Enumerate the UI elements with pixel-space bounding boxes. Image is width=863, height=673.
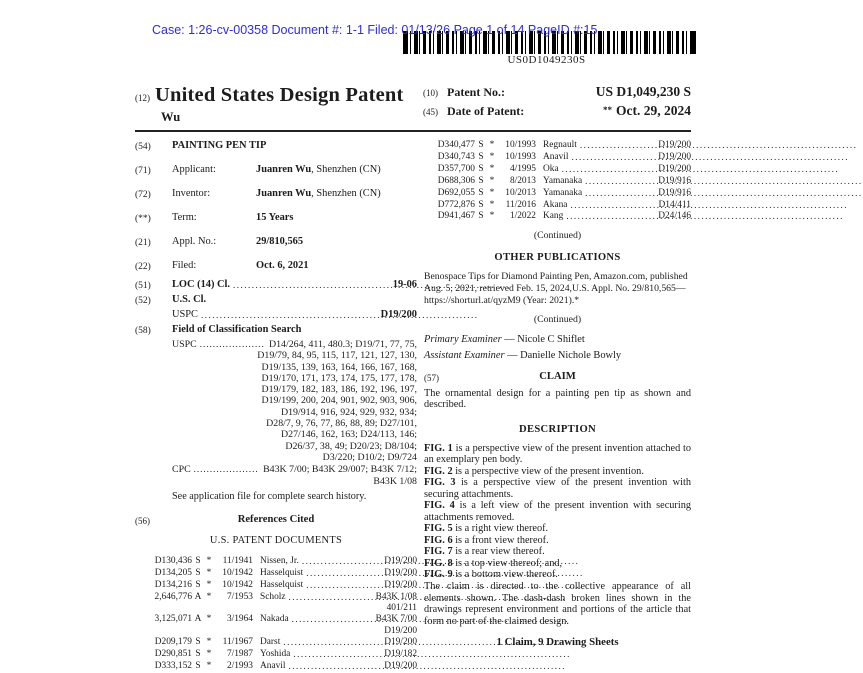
- uspc-continuation-lines: [172, 350, 417, 463]
- uspc-class-line: D19/79, 84, 95, 115, 117, 121, 127, 130,: [257, 350, 417, 362]
- patent-citation-row: [145, 649, 417, 661]
- appl-no-row: [135, 236, 417, 249]
- patent-citation-row: [145, 614, 417, 637]
- inventor-surname: Wu: [161, 110, 181, 124]
- uspc-class-line: D19/914, 916, 924, 929, 932, 934;: [280, 406, 417, 418]
- uspc-class-line: D26/37, 38, 49; D20/23; D8/104;: [285, 440, 417, 452]
- dotted-leader: [200, 339, 234, 350]
- kind-code: S: [195, 567, 201, 578]
- us-cl-label: U.S. Cl.: [172, 294, 207, 305]
- figure-description-line: [424, 546, 691, 558]
- dotted-leader: [566, 211, 655, 223]
- us-patents-table-right: [428, 140, 691, 223]
- kind-code: S: [195, 649, 201, 660]
- inventor-label: Inventor:: [172, 188, 211, 199]
- indent-spacer: [135, 309, 172, 322]
- cited-inventor-name: Oka: [543, 163, 559, 174]
- cited-patent-number: D772,876: [437, 199, 475, 210]
- inid-22: (22): [135, 262, 151, 272]
- kind-code: S: [195, 661, 201, 672]
- examiner-cited-marker: *: [206, 637, 212, 648]
- inid-51: (51): [135, 281, 151, 291]
- citation-date: 7/1987: [226, 649, 253, 660]
- citation-class: D19/200: [384, 567, 417, 578]
- dotted-leader: [289, 661, 382, 673]
- filed-row: [135, 260, 417, 273]
- patent-citation-row: [428, 211, 691, 223]
- us-patent-documents-title: U.S. PATENT DOCUMENTS: [209, 534, 343, 546]
- loc-label: LOC (14) Cl.: [172, 279, 231, 290]
- figure-label: FIG. 8: [424, 557, 453, 569]
- citation-class-continuation: D19/200: [384, 626, 417, 637]
- citation-date: 10/1993: [505, 151, 536, 162]
- cited-inventor-name: Kang: [543, 211, 564, 222]
- applicant-label: Applicant:: [172, 164, 216, 175]
- citation-date: 7/1953: [226, 591, 253, 602]
- masthead-divider: [135, 130, 691, 132]
- examiner-cited-marker: *: [206, 555, 212, 566]
- cited-patent-number: D290,851: [154, 649, 192, 660]
- kind-code: A: [194, 614, 202, 625]
- citation-date: 1/2022: [509, 211, 536, 222]
- search-history-note: See application file for complete search history.: [172, 490, 367, 502]
- uspc-class-line: D28/7, 9, 76, 77, 86, 88, 89; D27/101,: [266, 418, 417, 430]
- barcode-number: US0D1049230S: [507, 54, 586, 66]
- assistant-examiner-name: — Danielle Nichole Bowly: [507, 349, 622, 361]
- continued-marker: (Continued): [533, 230, 582, 242]
- references-cited-title: References Cited: [237, 513, 315, 525]
- figure-label: FIG. 5: [424, 523, 453, 535]
- citation-class: D19/200: [658, 163, 691, 174]
- figure-text: is a top view thereof; and,: [455, 557, 563, 569]
- description-title: DESCRIPTION: [519, 423, 596, 435]
- figure-label: FIG. 2: [424, 465, 453, 477]
- dotted-leader: [306, 568, 381, 580]
- figure-label: FIG. 3: [424, 477, 456, 489]
- field-search-label: Field of Classification Search: [172, 324, 302, 335]
- cited-inventor-name: Regnault: [543, 140, 577, 150]
- inid-58: (58): [135, 326, 151, 336]
- assistant-examiner-line: [424, 349, 691, 362]
- document-title: United States Design Patent: [155, 84, 404, 106]
- inid-54: (54): [135, 142, 151, 152]
- patent-citation-row: [145, 592, 417, 615]
- kind-code: S: [478, 151, 484, 162]
- masthead-right: [423, 84, 691, 125]
- kind-code: S: [195, 579, 201, 590]
- examiner-cited-marker: *: [489, 140, 495, 150]
- patent-citation-row: [145, 556, 417, 568]
- masthead: [135, 84, 691, 125]
- uspc-class-line: D19/170, 171, 173, 174, 175, 177, 178,: [261, 372, 417, 384]
- inid-21: (21): [135, 238, 151, 248]
- inid-45: (45): [423, 107, 438, 117]
- citation-class: D19/182: [384, 649, 417, 660]
- cited-inventor-name: Nissen, Jr.: [260, 555, 299, 566]
- citation-class: D19/200: [384, 579, 417, 590]
- kind-code: S: [478, 163, 484, 174]
- cited-patent-number: D688,306: [437, 175, 475, 186]
- cited-patent-number: 3,125,071: [154, 614, 192, 625]
- inid-57: (57): [424, 372, 439, 383]
- cpc-line: [172, 464, 417, 475]
- masthead-left: [135, 84, 404, 125]
- cited-inventor-name: Yoshida: [260, 649, 291, 660]
- uspc-label: USPC: [172, 309, 198, 320]
- cited-inventor-name: Anavil: [260, 661, 286, 672]
- patent-citation-row: [428, 152, 691, 164]
- cited-patent-number: D209,179: [154, 637, 192, 648]
- other-publications-body: [424, 271, 691, 306]
- dotted-leader: [292, 614, 373, 626]
- inventor-name: Juanren Wu: [256, 188, 312, 199]
- applicant-location: , Shenzhen (CN): [311, 164, 381, 175]
- inid-12: (12): [135, 93, 150, 103]
- figure-text: is a bottom view thereof.: [455, 569, 558, 581]
- citation-class: D19/916: [658, 175, 691, 186]
- us-cl-row: [135, 294, 417, 307]
- cited-inventor-name: Scholz: [260, 591, 286, 602]
- figure-text: is a right view thereof.: [455, 523, 549, 535]
- cited-patent-number: D692,055: [437, 187, 475, 198]
- kind-code: S: [478, 199, 484, 210]
- inid-56: (56): [135, 515, 150, 526]
- cited-patent-number: 2,646,776: [154, 591, 192, 602]
- patent-number-value: US D1,049,230 S: [595, 84, 691, 99]
- appl-no-label: Appl. No.:: [172, 236, 217, 247]
- figure-label: FIG. 6: [424, 534, 453, 546]
- citation-date: 11/2016: [505, 199, 536, 210]
- cpc-classes: B43K 7/00; B43K 29/007; B43K 7/12;: [263, 464, 417, 476]
- cpc-label: CPC: [172, 464, 191, 476]
- uspc-class-line: D27/146, 162, 163; D24/113, 146;: [281, 429, 417, 441]
- uspc-class-line: D3/220; D10/2; D9/724: [322, 451, 417, 463]
- examiner-cited-marker: *: [489, 151, 495, 162]
- dotted-leader: [570, 200, 655, 212]
- dotted-leader: [289, 592, 373, 604]
- claim-title: CLAIM: [539, 370, 576, 382]
- claims-sheets-summary: 1 Claim, 9 Drawing Sheets: [496, 636, 619, 649]
- date-of-patent-value: [603, 103, 691, 119]
- term-label: Term:: [172, 212, 197, 223]
- applicant-row: [135, 164, 417, 177]
- figure-label: FIG. 4: [424, 500, 455, 512]
- figure-description-line: [424, 466, 691, 478]
- citation-date: 10/1993: [505, 140, 536, 150]
- citation-class: D19/200: [658, 140, 691, 150]
- publication-line: https://shorturl.at/qyzM9 (Year: 2021).*: [424, 294, 580, 306]
- patent-citation-row: [145, 661, 417, 673]
- assistant-examiner-label: Assistant Examiner: [424, 349, 505, 361]
- citation-class-continuation: 401/211: [386, 603, 417, 614]
- filed-value: Oct. 6, 2021: [256, 260, 309, 271]
- citation-date: 10/1942: [222, 579, 253, 590]
- patent-citation-row: [145, 580, 417, 592]
- cited-inventor-name: Anavil: [543, 151, 569, 162]
- cited-inventor-name: Yamanaka: [543, 175, 583, 186]
- kind-code: S: [478, 175, 484, 186]
- filed-label: Filed:: [172, 260, 197, 271]
- citation-date: 10/2013: [505, 187, 536, 198]
- cited-inventor-name: Hasselquist: [260, 567, 304, 578]
- continued-marker: (Continued): [533, 313, 582, 325]
- citation-class: D19/200: [384, 637, 417, 648]
- patent-citation-row: [428, 176, 691, 188]
- patent-citation-row: [145, 637, 417, 649]
- dotted-leader: [302, 556, 381, 568]
- inventor-location: , Shenzhen (CN): [311, 188, 381, 199]
- examiner-cited-marker: *: [206, 579, 212, 590]
- examiner-cited-marker: *: [489, 187, 495, 198]
- primary-examiner-line: [424, 333, 691, 346]
- inid-10: (10): [423, 88, 438, 98]
- publication-line: Aug. 5, 2021, retrieved Feb. 15, 2024,U.S. Appl. No. 29/810,565—: [424, 283, 686, 295]
- citation-date: 11/1941: [222, 555, 253, 566]
- dotted-leader: [562, 164, 656, 176]
- patent-citation-row: [145, 568, 417, 580]
- uspc-first-line: [172, 339, 417, 350]
- cpc-continuation: B43K 1/08: [373, 475, 417, 487]
- court-case-stamp: Case: 1:26-cv-00358 Document #: 1-1 Filed: 01/13/26 Page 1 of 14 PageID #:15: [152, 23, 598, 37]
- patent-citation-row: [428, 164, 691, 176]
- patent-citation-row: [428, 200, 691, 212]
- kind-code: S: [478, 211, 484, 222]
- inid-term: (**): [135, 214, 151, 224]
- examiner-cited-marker: *: [206, 567, 212, 578]
- double-asterisk-marker: **: [603, 105, 612, 115]
- citation-class: D19/200: [384, 555, 417, 566]
- citation-class: D19/200: [658, 151, 691, 162]
- dotted-leader: [580, 140, 655, 152]
- uspc-search-list: [172, 339, 417, 487]
- inid-52: (52): [135, 296, 151, 306]
- cited-inventor-name: Darst: [260, 637, 281, 648]
- figure-text: is a front view thereof.: [455, 534, 549, 546]
- loc-class-row: [135, 279, 417, 292]
- dotted-leader: [201, 309, 378, 322]
- citation-date: 4/1995: [509, 163, 536, 174]
- citation-date: 2/1993: [226, 661, 253, 672]
- cited-patent-number: D134,216: [154, 579, 192, 590]
- figure-description-line: [424, 535, 691, 547]
- uspc-label: USPC: [172, 339, 197, 350]
- us-patents-table-left: [145, 556, 417, 673]
- figure-description-line: [424, 443, 691, 466]
- primary-examiner-name: — Nicole C Shiflet: [504, 333, 585, 345]
- citation-class: B43K 1/08: [375, 591, 417, 602]
- citation-date: 11/1967: [222, 637, 253, 648]
- dotted-leader: [572, 152, 656, 164]
- figure-descriptions: [424, 443, 691, 581]
- cited-patent-number: D340,743: [437, 151, 475, 162]
- uspc-value: D19/200: [380, 309, 417, 320]
- cited-patent-number: D357,700: [437, 163, 475, 174]
- patent-no-label: Patent No.:: [447, 85, 505, 99]
- dotted-leader: [306, 580, 381, 592]
- loc-value: 19-06: [392, 279, 417, 290]
- figure-label: FIG. 7: [424, 546, 453, 558]
- dotted-leader: [283, 637, 381, 649]
- figure-text: is a left view of the present invention with securing attachments removed.: [424, 500, 692, 523]
- citation-date: 3/1964: [226, 614, 253, 625]
- cited-patent-number: D340,477: [437, 140, 475, 150]
- kind-code: S: [195, 637, 201, 648]
- citation-date: 8/2013: [509, 175, 536, 186]
- dotted-leader: [293, 649, 381, 661]
- figure-text: is a perspective view of the present invention attached to an exemplary pen body.: [424, 442, 691, 466]
- patent-citation-row: [428, 188, 691, 200]
- figure-description-line: [424, 500, 691, 523]
- invention-title-row: [135, 140, 417, 153]
- examiner-cited-marker: *: [489, 175, 495, 186]
- dotted-leader: [233, 279, 390, 292]
- dotted-leader: [585, 188, 655, 200]
- inid-71: (71): [135, 166, 151, 176]
- kind-code: S: [195, 555, 201, 566]
- cited-inventor-name: Yamanaka: [543, 187, 583, 198]
- uspc-class-line: D19/135, 139, 163, 164, 166, 167, 168,: [261, 361, 417, 373]
- field-search-row: [135, 324, 417, 337]
- examiner-cited-marker: *: [489, 211, 495, 222]
- citation-class: D24/146: [658, 211, 691, 222]
- examiner-cited-marker: *: [206, 591, 212, 602]
- figure-label: FIG. 9: [424, 569, 453, 581]
- citation-class: D14/411: [658, 199, 691, 210]
- uspc-classes: D14/264, 411, 480.3; D19/71, 77, 75,: [268, 339, 417, 350]
- figure-label: FIG. 1: [424, 442, 453, 454]
- cited-patent-number: D134,205: [154, 567, 192, 578]
- uspc-row: [135, 309, 417, 322]
- examiner-cited-marker: *: [489, 199, 495, 210]
- kind-code: S: [478, 187, 484, 198]
- patent-date: Oct. 29, 2024: [616, 103, 691, 118]
- applicant-name: Juanren Wu: [256, 164, 312, 175]
- left-column: [135, 140, 417, 673]
- cited-patent-number: D333,152: [154, 661, 192, 672]
- publication-line: Benospace Tips for Diamond Painting Pen, Amazon.com, published: [424, 271, 688, 283]
- figure-text: is a rear view thereof.: [455, 546, 545, 558]
- dotted-leader: [194, 464, 228, 475]
- uspc-class-line: D19/179, 182, 183, 186, 192, 196, 197,: [261, 384, 417, 396]
- applicant-value: [256, 164, 417, 177]
- cited-inventor-name: Nakada: [260, 614, 289, 625]
- other-publications-title: OTHER PUBLICATIONS: [494, 252, 621, 264]
- examiner-cited-marker: *: [206, 614, 212, 625]
- cited-patent-number: D941,467: [437, 211, 475, 222]
- figure-text: is a perspective view of the present invention.: [455, 465, 644, 477]
- cited-inventor-name: Hasselquist: [260, 579, 304, 590]
- figure-description-line: [424, 558, 691, 570]
- figure-description-line: [424, 477, 691, 500]
- patent-citation-row: [428, 140, 691, 152]
- uspc-class-line: D19/199, 200, 204, 901, 902, 903, 906,: [261, 395, 417, 407]
- term-value: 15 Years: [256, 212, 294, 223]
- kind-code: A: [194, 591, 202, 602]
- figure-description-line: [424, 523, 691, 535]
- kind-code: S: [478, 140, 484, 150]
- figure-description-line: [424, 569, 691, 581]
- inid-72: (72): [135, 190, 151, 200]
- references-cited-heading: [135, 514, 417, 526]
- date-of-patent-label: Date of Patent:: [447, 104, 525, 118]
- claim-scope-note: The claim is directed to the collective appearance of all elements shown. The dash-dash broken lines shown in the drawings represent environment and portions of the article that form no part of the claimed design.: [424, 580, 691, 627]
- citation-class: D19/200: [384, 661, 417, 672]
- term-row: [135, 212, 417, 225]
- citation-date: 10/1942: [222, 567, 253, 578]
- appl-no-value: 29/810,565: [256, 236, 304, 247]
- citation-class: B43K 7/00: [375, 614, 417, 625]
- dotted-leader: [585, 176, 655, 188]
- primary-examiner-label: Primary Examiner: [424, 333, 502, 345]
- invention-title: PAINTING PEN TIP: [172, 140, 267, 151]
- citation-class: D19/916: [658, 187, 691, 198]
- inventor-row: [135, 188, 417, 201]
- examiner-cited-marker: *: [206, 649, 212, 660]
- cited-patent-number: D130,436: [154, 555, 192, 566]
- examiner-cited-marker: *: [489, 163, 495, 174]
- examiner-cited-marker: *: [206, 661, 212, 672]
- cited-inventor-name: Akana: [543, 199, 568, 210]
- claim-text: The ornamental design for a painting pen tip as shown and described.: [424, 387, 691, 411]
- inventor-value: [256, 188, 417, 201]
- right-column: [424, 140, 691, 648]
- claim-heading: [424, 371, 691, 383]
- figure-text: is a perspective view of the present invention with securing attachments.: [424, 477, 691, 500]
